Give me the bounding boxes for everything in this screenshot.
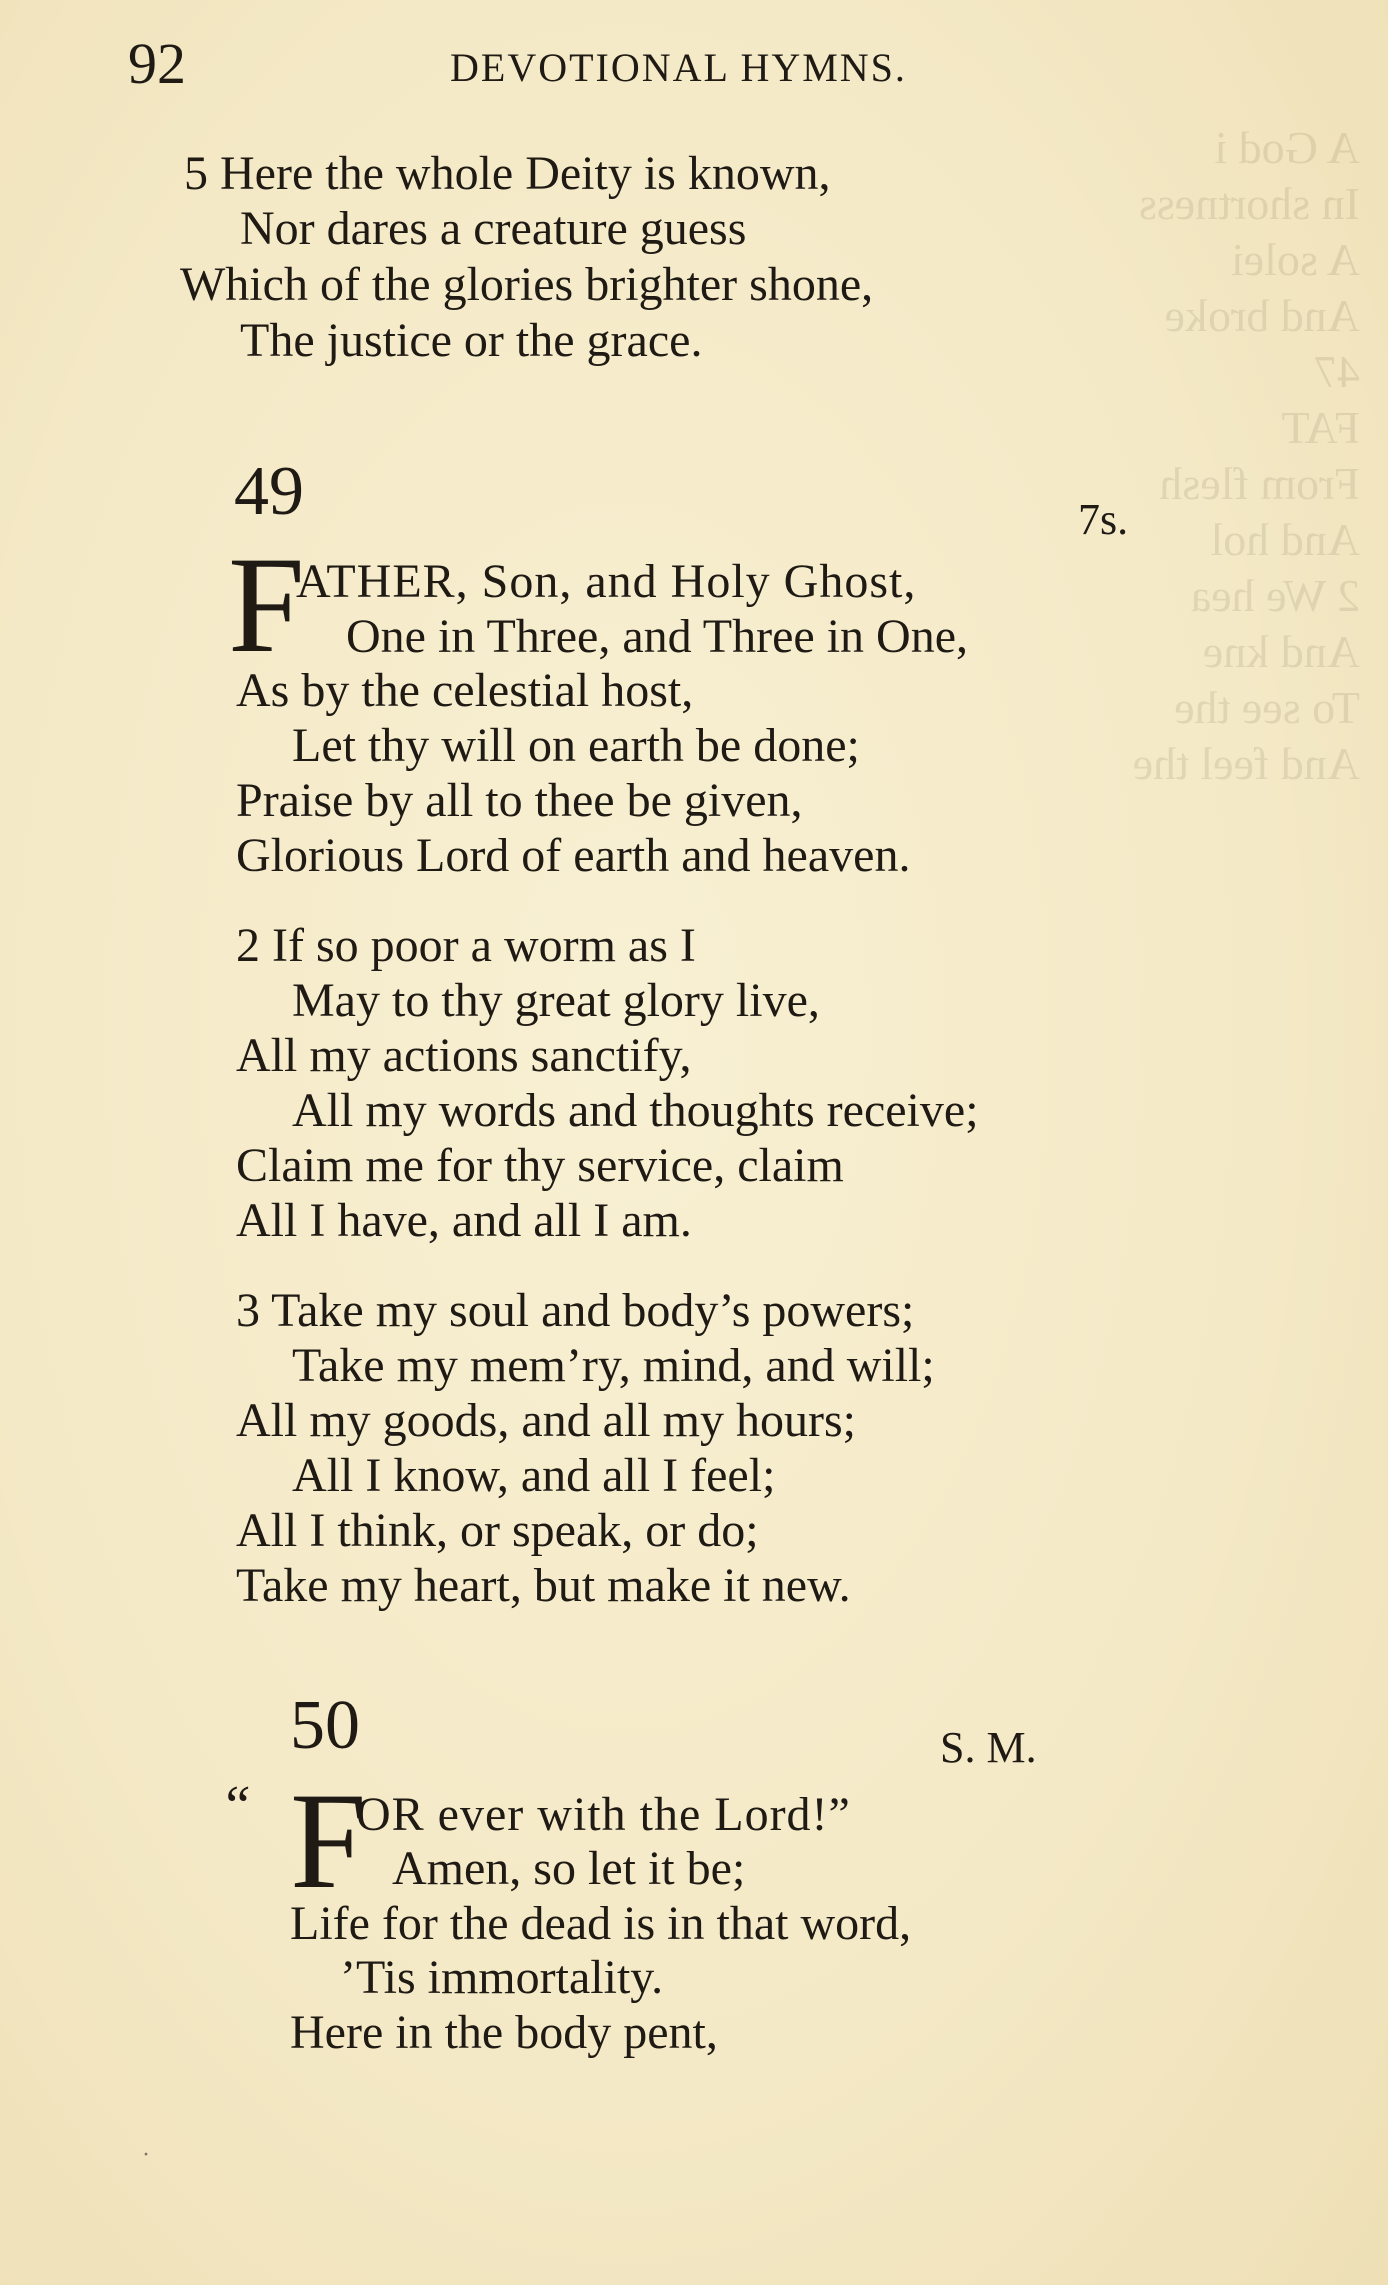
verse-line: The justice or the grace. [240,314,703,367]
page-number: 92 [128,31,186,96]
verse-line: All my actions sanctify, [236,1029,692,1082]
paper-speck: · [142,2142,150,2168]
verse-line: Nor dares a creature guess [240,202,747,255]
verse-line: Take my heart, but make it new. [236,1559,851,1612]
hymn-number: 50 [290,1687,360,1764]
verse-line: Take my mem’ry, mind, and will; [292,1339,935,1392]
hymn-number: 49 [234,453,304,530]
hymn-meter: S. M. [940,1723,1037,1772]
verse-line: Amen, so let it be; [392,1842,746,1895]
verse-line: Which of the glories brighter shone, [180,258,874,311]
verse-line: One in Three, and Three in One, [346,610,969,663]
opening-quote-mark: “ [220,1775,252,1837]
running-title: DEVOTIONAL HYMNS. [450,45,907,90]
verse-line: OR ever with the Lord!” [356,1788,851,1841]
verse-line: All I think, or speak, or do; [236,1504,759,1557]
verse-line: May to thy great glory live, [292,974,820,1027]
verse-line: Praise by all to thee be given, [236,774,803,827]
verse-line: All I know, and all I feel; [292,1449,776,1502]
verse-line: Life for the dead is in that word, [290,1897,912,1950]
verse-line: Claim me for thy service, claim [236,1139,844,1192]
verse-line: ’Tis immortality. [340,1951,664,2004]
drop-capital: F [228,528,305,681]
drop-capital: F [290,1764,367,1917]
verse-line: 5 Here the whole Deity is known, [184,147,831,200]
verse-line: Here in the body pent, [290,2006,718,2059]
page-header [0,22,1388,102]
verse-line: As by the celestial host, [236,664,694,717]
verse-line: Glorious Lord of earth and heaven. [236,829,911,882]
verse-line: Let thy will on earth be done; [292,719,860,772]
verse-line: ATHER, Son, and Holy Ghost, [296,555,917,608]
verse-line: 2 If so poor a worm as I [236,919,696,972]
verse-line: All my words and thoughts receive; [292,1084,979,1137]
verse-line: All I have, and all I am. [236,1194,692,1247]
bleed-through-text: A God i In shortness A solei And broke 47 FAT From flesh And hol 2 We hea And kne To see the And feel the [1132,122,1360,789]
verse-line: 3 Take my soul and body’s powers; [236,1284,915,1337]
verse-line: All my goods, and all my hours; [236,1394,856,1447]
hymn-meter: 7s. [1078,495,1129,544]
